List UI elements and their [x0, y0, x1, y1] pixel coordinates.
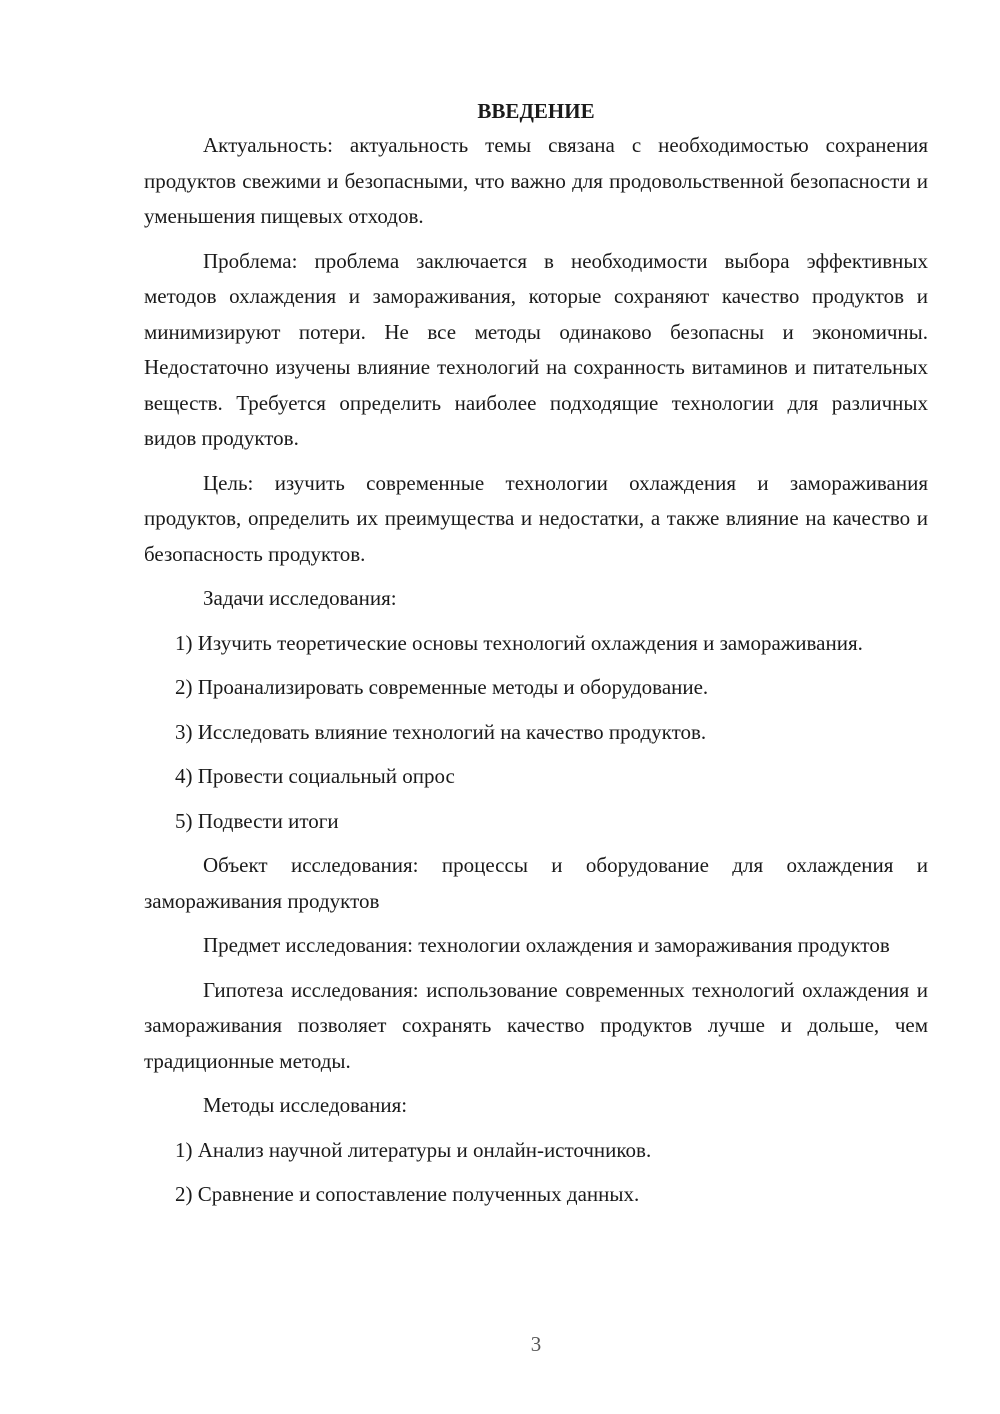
methods-heading: Методы исследования: [203, 1093, 408, 1117]
section-title: ВВЕДЕНИЕ [477, 99, 595, 123]
method-item-2: 2) Сравнение и сопоставление полученных данных. [175, 1182, 640, 1206]
relevance-paragraph: Актуальность: актуальность темы связана с необходимостью сохранения продуктов свежими и безопасными, что важно для продовольственной безопасности и уменьшения пищевых отходов. [144, 133, 928, 228]
object-paragraph: Объект исследования: процессы и оборудование для охлаждения и замораживания продуктов [144, 853, 928, 913]
goal-paragraph: Цель: изучить современные технологии охлаждения и замораживания продуктов, определить их преимущества и недостатки, а также влияние на качество и безопасность продуктов. [144, 470, 928, 566]
page-number: 3 [530, 1332, 542, 1356]
task-item-3: 3) Исследовать влияние технологий на качество продуктов. [175, 719, 707, 744]
task-item-4: 4) Провести социальный опрос [175, 764, 455, 788]
method-item-1: 1) Анализ научной литературы и онлайн-источников. [175, 1137, 652, 1162]
problem-paragraph: Проблема: проблема заключается в необходимости выбора эффективных методов охлаждения и замораживания, которые сохраняют качество продуктов и минимизируют потери. Не все методы одинаково безопасны и экономичны. Недостаточно изучены влияние технологий на сохранность витаминов и питательных веществ. Требуется определить наиболее подходящие технологии для различных видов продуктов. [144, 248, 928, 450]
document-page [144, 94, 928, 1222]
task-item-2: 2) Проанализировать современные методы и оборудование. [175, 675, 709, 699]
subject-paragraph: Предмет исследования: технологии охлаждения и замораживания продуктов [203, 933, 890, 957]
hypothesis-paragraph: Гипотеза исследования: использование современных технологий охлаждения и замораживания позволяет сохранять качество продуктов лучше и дольше, чем традиционные методы. [144, 977, 928, 1073]
task-item-1: 1) Изучить теоретические основы технологий охлаждения и замораживания. [175, 630, 863, 655]
tasks-heading: Задачи исследования: [203, 586, 397, 610]
task-item-5: 5) Подвести итоги [175, 808, 339, 833]
